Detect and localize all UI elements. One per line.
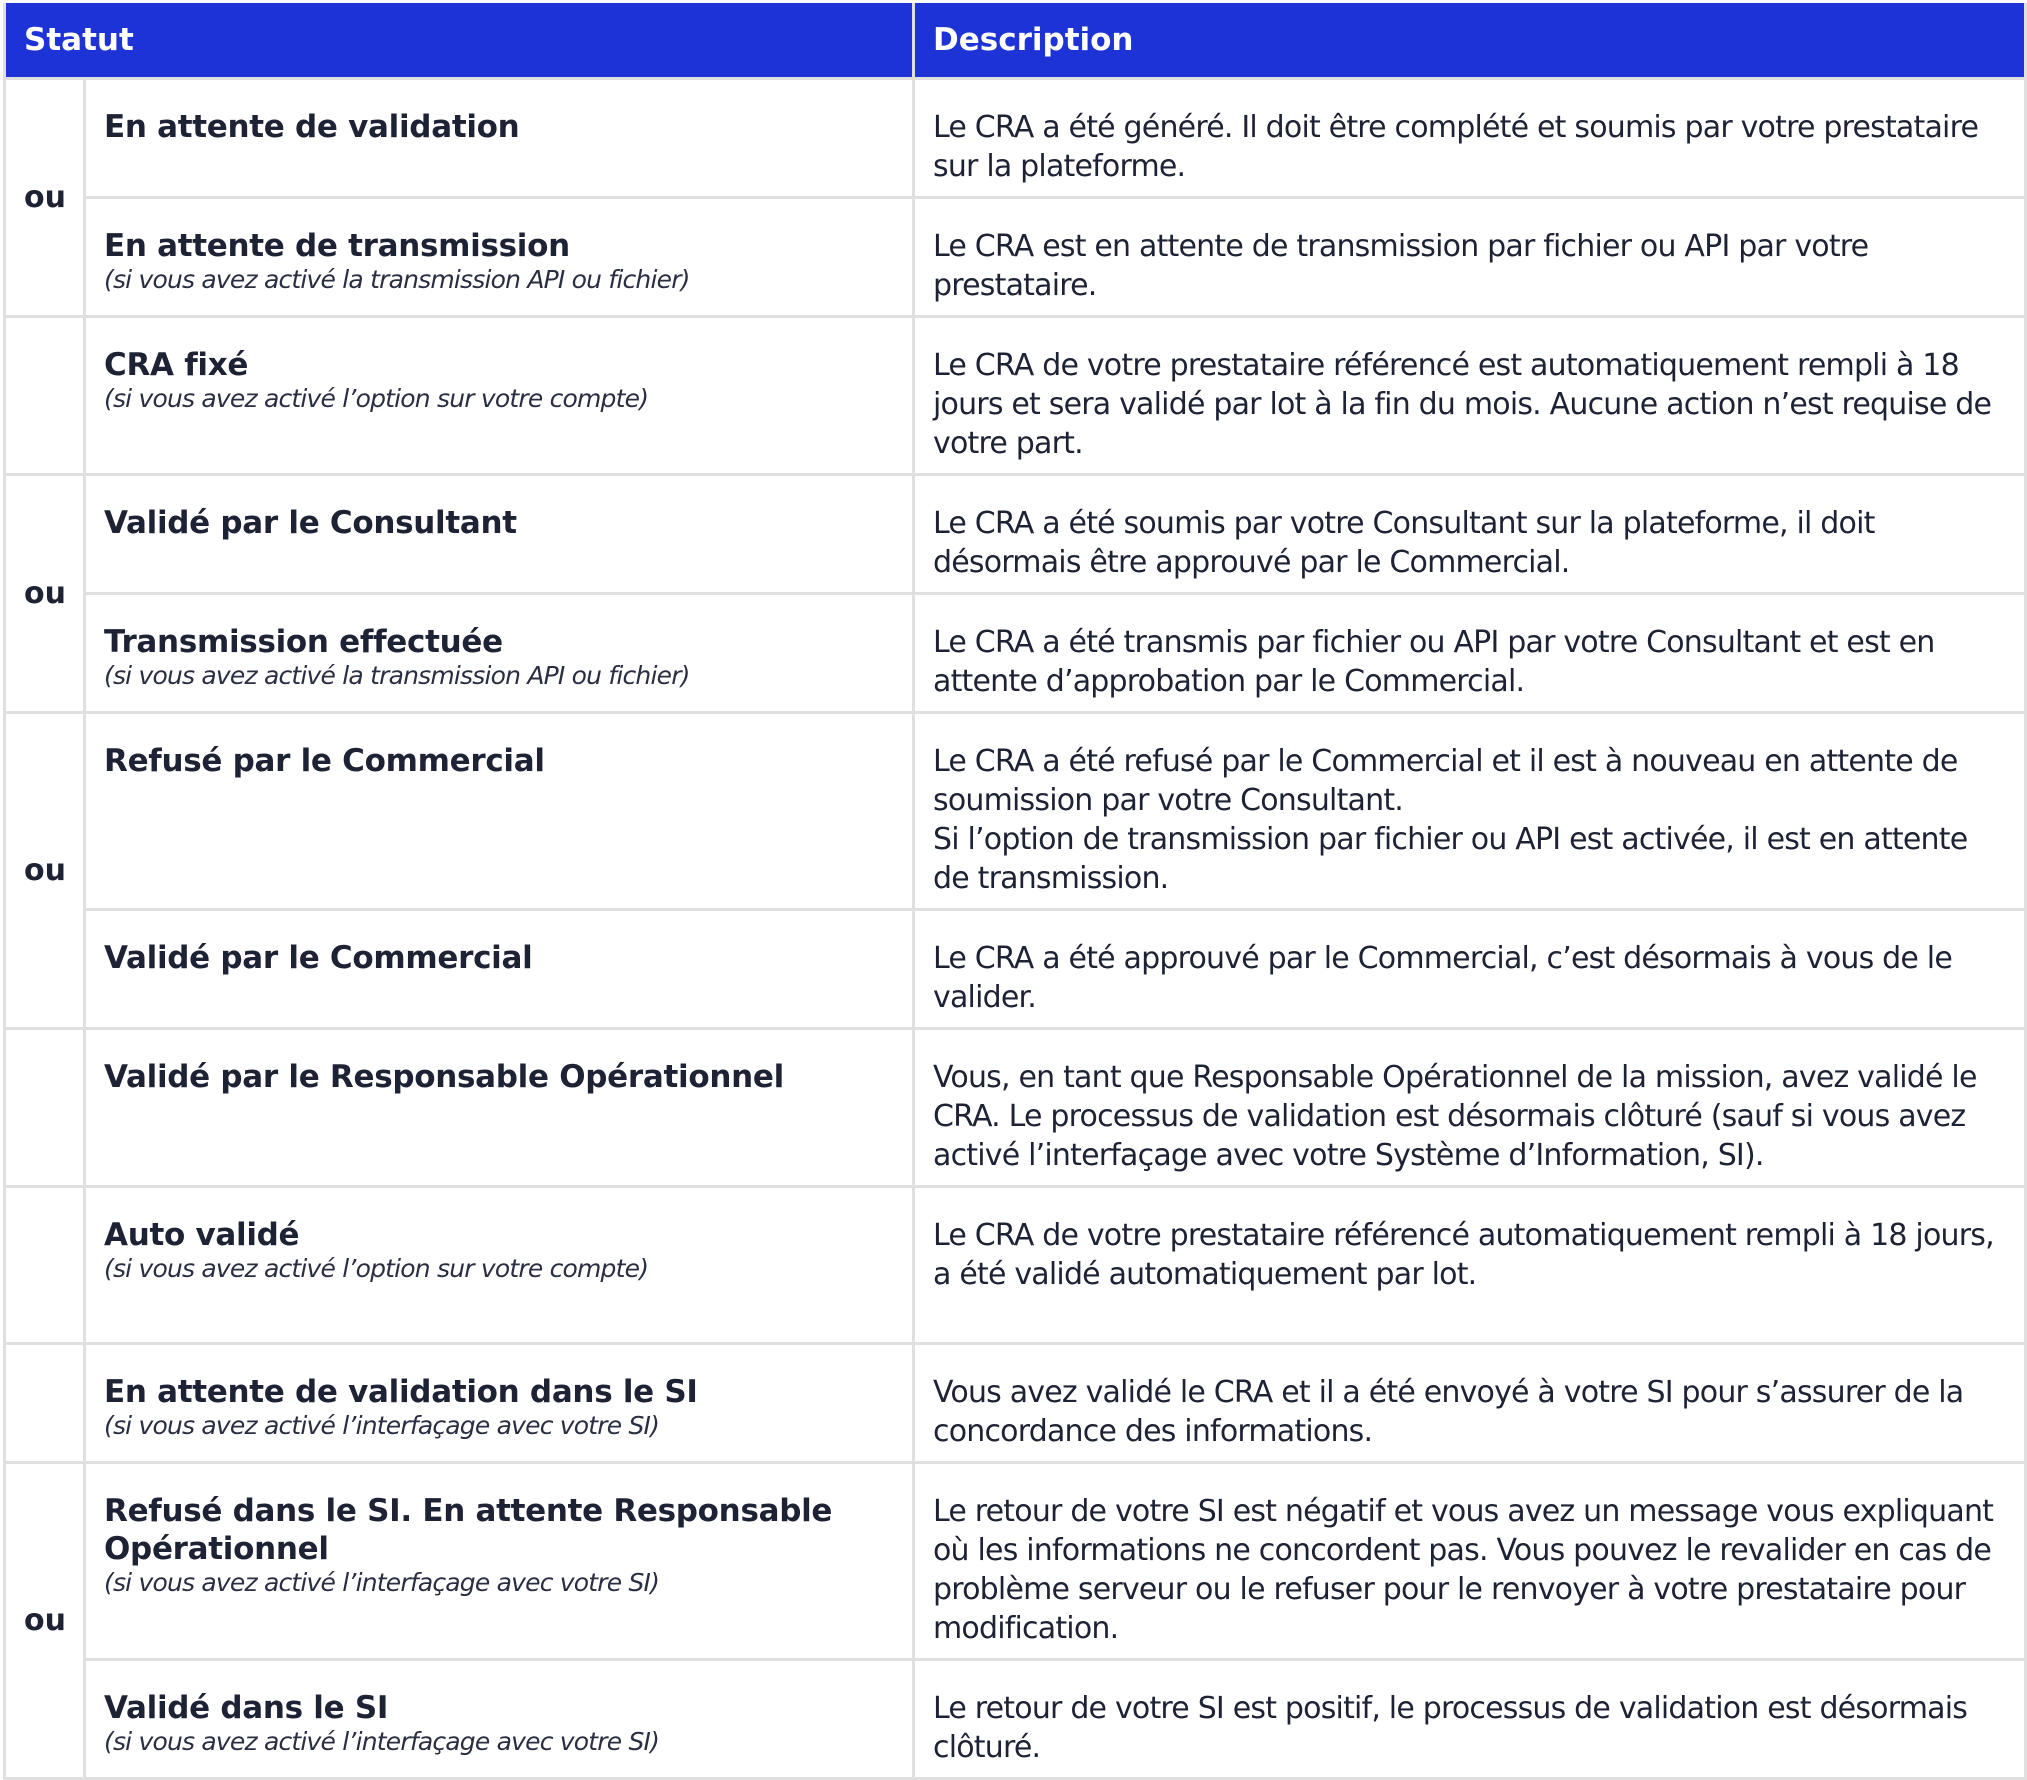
status-cell — [85, 79, 914, 198]
table-row — [5, 910, 2026, 1029]
table-header-row — [5, 3, 2026, 79]
status-description: Vous avez validé le CRA et il a été envoyé à votre SI pour s’assurer de la concordance des informations. — [933, 1375, 1964, 1449]
description-cell — [914, 594, 2026, 713]
status-description: Le CRA a été soumis par votre Consultant sur la plateforme, il doit désormais être approuvé par le Commercial. — [933, 506, 1875, 580]
status-table — [3, 3, 2027, 1780]
status-title: Refusé dans le SI. En attente Responsable Opérationnel — [104, 1493, 833, 1567]
or-label: ou — [5, 1463, 85, 1779]
table-row — [5, 198, 2026, 317]
table-row — [5, 1029, 2026, 1187]
or-label-empty — [5, 1187, 85, 1344]
description-cell — [914, 910, 2026, 1029]
status-cell — [85, 910, 914, 1029]
table-row — [5, 79, 2026, 198]
or-label: ou — [5, 713, 85, 1029]
description-cell — [914, 317, 2026, 475]
or-label-empty — [5, 1344, 85, 1463]
status-cell — [85, 1029, 914, 1187]
description-cell — [914, 1029, 2026, 1187]
status-description: Vous, en tant que Responsable Opérationnel de la mission, avez validé le CRA. Le processus de validation est désormais clôturé (sauf si vous avez activé l’interfaçage avec votre Système d’Information, SI). — [933, 1060, 1977, 1173]
table-row — [5, 594, 2026, 713]
status-description: Le retour de votre SI est positif, le processus de validation est désormais clôturé. — [933, 1691, 1968, 1765]
status-title: Validé par le Responsable Opérationnel — [104, 1059, 784, 1095]
status-description: Le CRA a été refusé par le Commercial et il est à nouveau en attente de soumission par votre Consultant. Si l’option de transmission par fichier ou API est activée, il est en attente de transmission. — [933, 744, 1968, 896]
status-note: (si vous avez activé la transmission API ou fichier) — [104, 661, 690, 690]
status-cell — [85, 1187, 914, 1344]
table-row — [5, 1344, 2026, 1463]
or-label-empty — [5, 317, 85, 475]
status-title: Auto validé — [104, 1217, 300, 1253]
status-cell — [85, 1344, 914, 1463]
description-cell — [914, 79, 2026, 198]
status-note: (si vous avez activé l’interfaçage avec votre SI) — [104, 1568, 660, 1597]
status-note: (si vous avez activé l’interfaçage avec votre SI) — [104, 1411, 660, 1440]
table-row — [5, 1187, 2026, 1344]
status-note: (si vous avez activé l’interfaçage avec votre SI) — [104, 1727, 660, 1756]
status-title: CRA fixé — [104, 347, 249, 383]
status-description: Le CRA a été transmis par fichier ou API par votre Consultant et est en attente d’approbation par le Commercial. — [933, 625, 1935, 699]
status-cell — [85, 475, 914, 594]
description-cell — [914, 1344, 2026, 1463]
status-description: Le retour de votre SI est négatif et vous avez un message vous expliquant où les informations ne concordent pas. Vous pouvez le revalider en cas de problème serveur ou le refuser pour le renvoyer à votre prestataire pour modification. — [933, 1494, 1994, 1646]
status-note: (si vous avez activé la transmission API ou fichier) — [104, 265, 690, 294]
description-cell — [914, 713, 2026, 910]
status-title: En attente de validation — [104, 109, 520, 145]
table-row — [5, 1463, 2026, 1660]
header-description: Description — [914, 3, 2026, 79]
description-cell — [914, 1463, 2026, 1660]
header-status: Statut — [5, 3, 914, 79]
status-description: Le CRA a été généré. Il doit être complété et soumis par votre prestataire sur la plateforme. — [933, 110, 1979, 184]
status-title: Validé dans le SI — [104, 1690, 389, 1726]
status-cell — [85, 1660, 914, 1779]
status-cell — [85, 1463, 914, 1660]
status-title: Refusé par le Commercial — [104, 743, 545, 779]
status-title: En attente de validation dans le SI — [104, 1374, 698, 1410]
or-label-empty — [5, 1029, 85, 1187]
status-note: (si vous avez activé l’option sur votre compte) — [104, 1254, 649, 1283]
table-row — [5, 475, 2026, 594]
status-title: Transmission effectuée — [104, 624, 503, 660]
status-title: Validé par le Commercial — [104, 940, 533, 976]
table-row — [5, 1660, 2026, 1779]
status-title: Validé par le Consultant — [104, 505, 517, 541]
status-cell — [85, 317, 914, 475]
status-description: Le CRA est en attente de transmission par fichier ou API par votre prestataire. — [933, 229, 1869, 303]
status-cell — [85, 713, 914, 910]
status-description: Le CRA de votre prestataire référencé automatiquement rempli à 18 jours, a été validé automatiquement par lot. — [933, 1218, 1994, 1292]
status-cell — [85, 594, 914, 713]
status-cell — [85, 198, 914, 317]
description-cell — [914, 198, 2026, 317]
status-description: Le CRA a été approuvé par le Commercial, c’est désormais à vous de le valider. — [933, 941, 1952, 1015]
table-row — [5, 317, 2026, 475]
status-title: En attente de transmission — [104, 228, 570, 264]
table-row — [5, 713, 2026, 910]
or-label: ou — [5, 475, 85, 713]
or-label: ou — [5, 79, 85, 317]
description-cell — [914, 1660, 2026, 1779]
status-note: (si vous avez activé l’option sur votre compte) — [104, 384, 649, 413]
status-description: Le CRA de votre prestataire référencé est automatiquement rempli à 18 jours et sera validé par lot à la fin du mois. Aucune action n’est requise de votre part. — [933, 348, 1992, 461]
description-cell — [914, 1187, 2026, 1344]
description-cell — [914, 475, 2026, 594]
